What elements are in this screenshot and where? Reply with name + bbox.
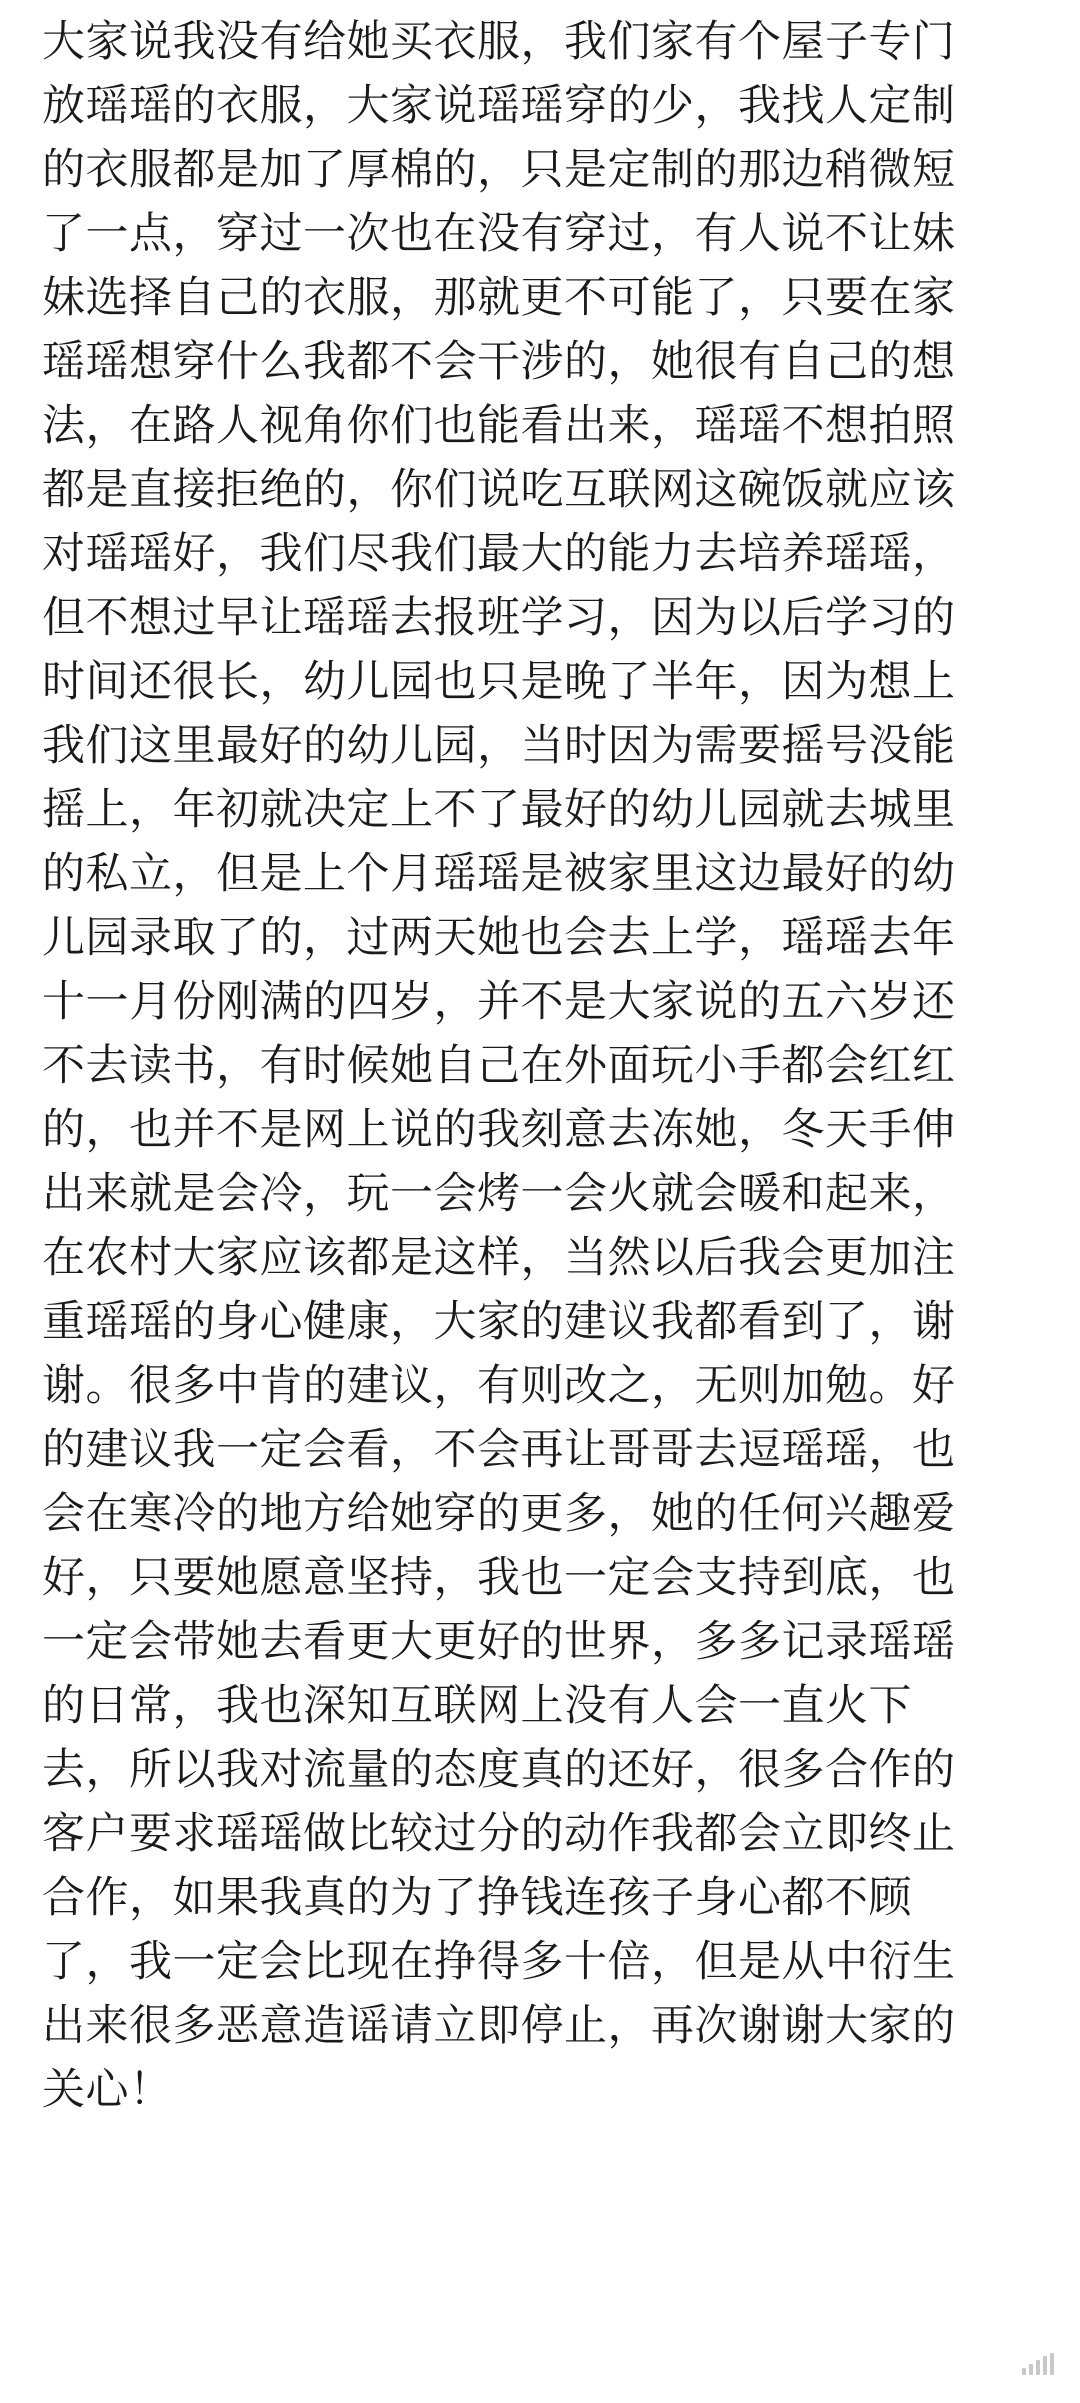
text-line: 对瑶瑶好，我们尽我们最大的能力去培养瑶瑶， bbox=[42, 529, 956, 579]
text-line: 会在寒冷的地方给她穿的更多，她的任何兴趣爱 bbox=[42, 1489, 956, 1539]
text-line: 客户要求瑶瑶做比较过分的动作我都会立即终止 bbox=[42, 1809, 956, 1859]
text-line: 的建议我一定会看，不会再让哥哥去逗瑶瑶，也 bbox=[42, 1425, 956, 1475]
text-line: 在农村大家应该都是这样，当然以后我会更加注 bbox=[42, 1233, 956, 1283]
text-line: 都是直接拒绝的，你们说吃互联网这碗饭就应该 bbox=[42, 465, 956, 515]
text-line: 我们这里最好的幼儿园，当时因为需要摇号没能 bbox=[42, 721, 956, 771]
signal-bar bbox=[1029, 2364, 1033, 2375]
text-line: 儿园录取了的，过两天她也会去上学，瑶瑶去年 bbox=[42, 913, 956, 963]
post-text bbox=[42, 10, 1042, 2122]
text-line: 重瑶瑶的身心健康，大家的建议我都看到了，谢 bbox=[42, 1297, 956, 1347]
text-line: 法，在路人视角你们也能看出来，瑶瑶不想拍照 bbox=[42, 401, 956, 451]
text-line: 好，只要她愿意坚持，我也一定会支持到底，也 bbox=[42, 1553, 956, 1603]
text-line: 十一月份刚满的四岁，并不是大家说的五六岁还 bbox=[42, 977, 956, 1027]
text-line: 放瑶瑶的衣服，大家说瑶瑶穿的少，我找人定制 bbox=[42, 81, 956, 131]
text-line: 去，所以我对流量的态度真的还好，很多合作的 bbox=[42, 1745, 956, 1795]
signal-bar bbox=[1050, 2353, 1054, 2375]
text-line: 的日常，我也深知互联网上没有人会一直火下 bbox=[42, 1681, 912, 1731]
text-line: 不去读书，有时候她自己在外面玩小手都会红红 bbox=[42, 1041, 956, 1091]
text-line: 的衣服都是加了厚棉的，只是定制的那边稍微短 bbox=[42, 145, 956, 195]
text-line: 合作，如果我真的为了挣钱连孩子身心都不顾 bbox=[42, 1873, 912, 1923]
signal-bar bbox=[1036, 2360, 1040, 2375]
text-line: 了，我一定会比现在挣得多十倍，但是从中衍生 bbox=[42, 1937, 956, 1987]
text-line: 出来就是会冷，玩一会烤一会火就会暖和起来， bbox=[42, 1169, 956, 1219]
text-line: 一定会带她去看更大更好的世界，多多记录瑶瑶 bbox=[42, 1617, 956, 1667]
text-line: 瑶瑶想穿什么我都不会干涉的，她很有自己的想 bbox=[42, 337, 956, 387]
text-line: 妹选择自己的衣服，那就更不可能了，只要在家 bbox=[42, 273, 956, 323]
text-line: 时间还很长，幼儿园也只是晚了半年，因为想上 bbox=[42, 657, 956, 707]
text-line: 关心！ bbox=[42, 2065, 173, 2115]
text-line: 出来很多恶意造谣请立即停止，再次谢谢大家的 bbox=[42, 2001, 956, 2051]
signal-bar bbox=[1043, 2356, 1047, 2375]
text-line: 谢。很多中肯的建议，有则改之，无则加勉。好 bbox=[42, 1361, 956, 1411]
text-line: 大家说我没有给她买衣服，我们家有个屋子专门 bbox=[42, 17, 956, 67]
text-line: 摇上，年初就决定上不了最好的幼儿园就去城里 bbox=[42, 785, 956, 835]
text-line: 了一点，穿过一次也在没有穿过，有人说不让妹 bbox=[42, 209, 956, 259]
signal-bars-icon bbox=[1022, 2353, 1054, 2375]
text-line: 的私立，但是上个月瑶瑶是被家里这边最好的幼 bbox=[42, 849, 956, 899]
text-line: 的，也并不是网上说的我刻意去冻她，冬天手伸 bbox=[42, 1105, 956, 1155]
signal-bar bbox=[1022, 2368, 1026, 2375]
text-line: 但不想过早让瑶瑶去报班学习，因为以后学习的 bbox=[42, 593, 956, 643]
